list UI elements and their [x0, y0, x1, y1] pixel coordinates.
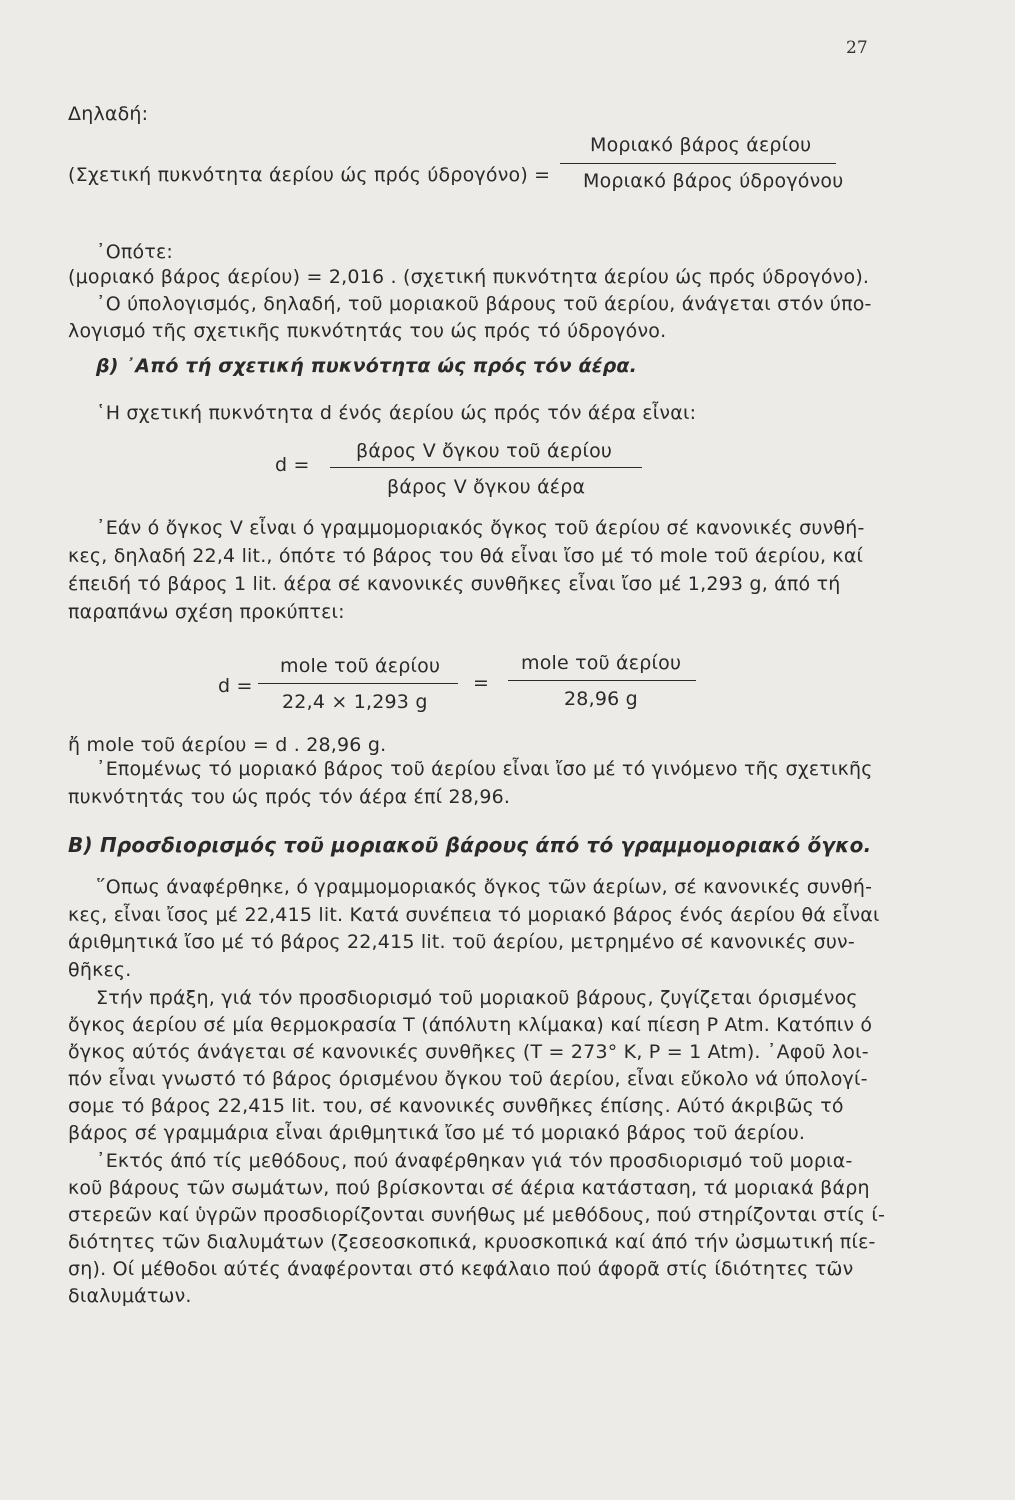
para5-line: ᾿Εκτός άπό τίς μεθόδους, πού άναφέρθηκαν γιά τόν προσδιορισμό τοῦ μορια-	[96, 1150, 853, 1172]
para4-line: πόν εἶναι γνωστό τό βάρος όρισμένου ὄγκου τοῦ άερίου, εἶναι εὔκολο νά ύπολογί-	[68, 1068, 868, 1090]
eq2-denominator: βάρος V ὄγκου άέρα	[387, 476, 586, 498]
para4-line: βάρος σέ γραμμάρια εἶναι άριθμητικά ἴσο μέ τό μοριακό βάρος τοῦ άερίου.	[68, 1122, 806, 1144]
para3-line: κες, εἶναι ἴσος μέ 22,415 lit. Κατά συνέπεια τό μοριακό βάρος ένός άερίου θά εἶναι	[68, 904, 880, 926]
eq1-denominator: Μοριακό βάρος ύδρογόνου	[583, 170, 844, 192]
eq3-fraction-bar-2	[508, 680, 696, 681]
para4-line: ὄγκος αύτός άνάγεται σέ κανονικές συνθῆκες (T = 273° K, P = 1 Atm). ᾿Αφοῦ λοι-	[68, 1041, 869, 1063]
para1-line: παραπάνω σχέση προκύπτει:	[68, 601, 345, 623]
para5-line: διότητες τῶν διαλυμάτων (ζεσεοσκοπικά, κρυοσκοπικά καί άπό τήν ὠσμωτική πίε-	[68, 1231, 876, 1253]
calc-line-2: λογισμό τῆς σχετικῆς πυκνότητάς του ώς πρός τό ύδρογόνο.	[68, 320, 667, 342]
para1-line: ᾿Εάν ό ὄγκος V εἶναι ό γραμμομοριακός ὄγκος τοῦ άερίου σέ κανονικές συνθή-	[96, 517, 865, 539]
eq3-lhs: d =	[218, 675, 253, 697]
calc-line-1: ᾿Ο ύπολογισμός, δηλαδή, τοῦ μοριακοῦ βάρους τοῦ άερίου, άνάγεται στόν ύπο-	[96, 293, 872, 315]
para4-line: σομε τό βάρος 22,415 lit. του, σέ κανονικές συνθῆκες έπίσης. Αύτό άκριβῶς τό	[68, 1095, 844, 1117]
subsection-beta-heading: β) ᾿Από τή σχετική πυκνότητα ώς πρός τόν άέρα.	[96, 355, 638, 377]
eq1-numerator: Μοριακό βάρος άερίου	[590, 134, 812, 156]
eq2-numerator: βάρος V ὄγκου τοῦ άερίου	[356, 440, 613, 462]
para5-line: ση). Οί μέθοδοι αύτές άναφέρονται στό κεφάλαιο πού άφορᾶ στίς ίδιότητες τῶν	[68, 1258, 854, 1280]
para4-line: ὄγκος άερίου σέ μία θερμοκρασία T (άπόλυτη κλίμακα) καί πίεση P Atm. Κατόπιν ό	[68, 1014, 873, 1036]
para5-line: στερεῶν καί ὑγρῶν προσδιορίζονται συνήθως μέ μεθόδους, πού στηρίζονται στίς ί-	[68, 1204, 886, 1226]
para3-line: θῆκες.	[68, 959, 132, 981]
section-b-heading: Β) Προσδιορισμός τοῦ μοριακοῦ βάρους άπό τό γραμμομοριακό ὄγκο.	[68, 833, 872, 857]
eq2-fraction-bar	[330, 467, 642, 468]
para2-line: ᾿Επομένως τό μοριακό βάρος τοῦ άερίου εἶναι ἴσο μέ τό γινόμενο τῆς σχετικῆς	[96, 758, 873, 780]
para3-line: ῞Οπως άναφέρθηκε, ό γραμμομοριακός ὄγκος τῶν άερίων, σέ κανονικές συνθή-	[96, 876, 873, 898]
eq3-denominator-2: 28,96 g	[564, 688, 638, 710]
para1-line: έπειδή τό βάρος 1 lit. άέρα σέ κανονικές συνθῆκες εἶναι ἴσο μέ 1,293 g, άπό τή	[68, 573, 841, 595]
para1-line: κες, δηλαδή 22,4 lit., όπότε τό βάρος του θά εἶναι ἴσο μέ τό mole τοῦ άερίου, καί	[68, 545, 864, 567]
intro-label: Δηλαδή:	[68, 103, 149, 125]
para2-line: πυκνότητάς του ώς πρός τόν άέρα έπί 28,96.	[68, 786, 511, 808]
eq3-numerator-1: mole τοῦ άερίου	[280, 655, 441, 677]
relative-density-line: ῾Η σχετική πυκνότητα d ένός άερίου ώς πρός τόν άέρα εἶναι:	[96, 402, 697, 424]
eq3-numerator-2: mole τοῦ άερίου	[521, 652, 682, 674]
para3-line: άριθμητικά ἴσο μέ τό βάρος 22,415 lit. τοῦ άερίου, μετρημένο σέ κανονικές συν-	[68, 931, 855, 953]
eq3-fraction-bar-1	[258, 683, 458, 684]
page-number: 27	[846, 38, 868, 58]
para5-line: κοῦ βάρους τῶν σωμάτων, πού βρίσκονται σέ άέρια κατάσταση, τά μοριακά βάρη	[68, 1177, 870, 1199]
eq1-fraction-bar	[560, 163, 836, 164]
eq1-lhs: (Σχετική πυκνότητα άερίου ώς πρός ύδρογόνο) =	[68, 164, 551, 186]
para5-line: διαλυμάτων.	[68, 1285, 192, 1307]
para4-line: Στήν πράξη, γιά τόν προσδιορισμό τοῦ μοριακοῦ βάρους, ζυγίζεται όρισμένος	[96, 987, 858, 1009]
eq3-equals: =	[473, 672, 490, 694]
then-label: ᾿Οπότε:	[96, 241, 174, 263]
mole-equation-line: ἤ mole τοῦ άερίου = d . 28,96 g.	[68, 734, 387, 756]
molar-weight-line: (μοριακό βάρος άερίου) = 2,016 . (σχετική πυκνότητα άερίου ώς πρός ύδρογόνο).	[68, 266, 870, 288]
eq2-lhs: d =	[275, 454, 310, 476]
eq3-denominator-1: 22,4 × 1,293 g	[282, 691, 428, 713]
